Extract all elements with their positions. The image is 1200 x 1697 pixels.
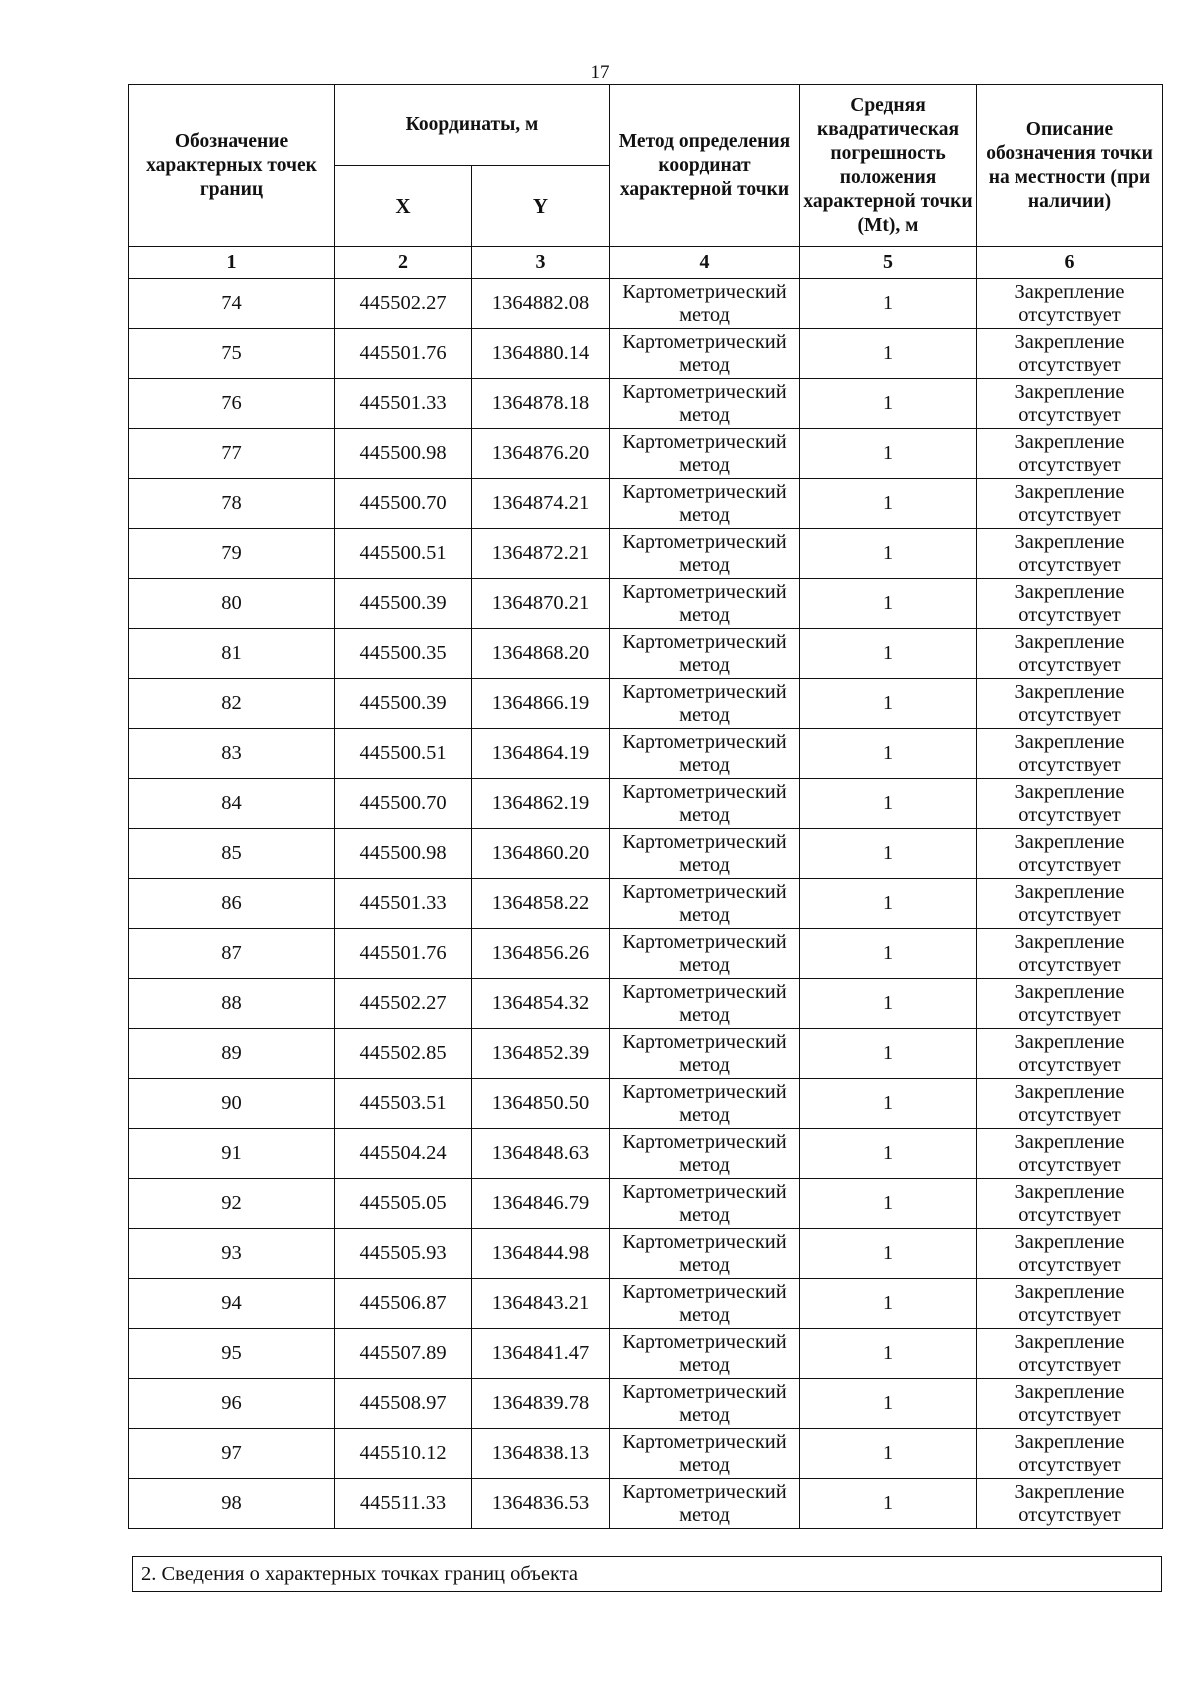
table-row [129,1079,1163,1129]
cell-point: 94 [129,1279,335,1329]
cell-mt: 1 [800,1129,977,1179]
table-row [129,1029,1163,1079]
table-row [129,1179,1163,1229]
table-row [129,879,1163,929]
page-number: 17 [590,62,610,83]
cell-mt: 1 [800,579,977,629]
cell-x: 445500.39 [335,679,472,729]
table-row [129,479,1163,529]
cell-mt: 1 [800,529,977,579]
table-row [129,379,1163,429]
cell-point: 98 [129,1479,335,1529]
cell-y: 1364882.08 [472,279,610,329]
cell-y: 1364862.19 [472,779,610,829]
table-row [129,279,1163,329]
cell-x: 445503.51 [335,1079,472,1129]
cell-method: Картометрический метод [610,1479,800,1529]
cell-mt: 1 [800,829,977,879]
cell-mt: 1 [800,379,977,429]
cell-point: 97 [129,1429,335,1479]
cell-method: Картометрический метод [610,429,800,479]
cell-y: 1364854.32 [472,979,610,1029]
table-body [129,279,1163,1529]
column-number: 1 [129,247,335,279]
cell-x: 445507.89 [335,1329,472,1379]
table-row [129,679,1163,729]
cell-y: 1364880.14 [472,329,610,379]
cell-y: 1364864.19 [472,729,610,779]
cell-x: 445501.33 [335,379,472,429]
cell-y: 1364878.18 [472,379,610,429]
cell-description: Закрепление отсутствует [977,479,1163,529]
cell-point: 95 [129,1329,335,1379]
cell-mt: 1 [800,1279,977,1329]
cell-description: Закрепление отсутствует [977,1029,1163,1079]
section-heading: 2. Сведения о характерных точках границ объекта [141,1563,579,1585]
cell-mt: 1 [800,1379,977,1429]
cell-method: Картометрический метод [610,879,800,929]
cell-y: 1364848.63 [472,1129,610,1179]
cell-point: 93 [129,1229,335,1279]
cell-x: 445502.27 [335,279,472,329]
cell-x: 445500.39 [335,579,472,629]
cell-method: Картометрический метод [610,779,800,829]
column-numbers-row [129,247,1163,279]
cell-method: Картометрический метод [610,379,800,429]
cell-point: 75 [129,329,335,379]
section-heading-box [132,1556,1162,1592]
cell-description: Закрепление отсутствует [977,329,1163,379]
cell-y: 1364870.21 [472,579,610,629]
cell-description: Закрепление отсутствует [977,929,1163,979]
header-description: Описание обозначения точки на местности (при наличии) [977,85,1163,247]
cell-mt: 1 [800,329,977,379]
table-row [129,1429,1163,1479]
cell-y: 1364836.53 [472,1479,610,1529]
cell-y: 1364843.21 [472,1279,610,1329]
cell-method: Картометрический метод [610,1329,800,1379]
cell-point: 74 [129,279,335,329]
cell-description: Закрепление отсутствует [977,679,1163,729]
cell-description: Закрепление отсутствует [977,1179,1163,1229]
cell-x: 445500.70 [335,779,472,829]
header-error: Средняя квадратическая погрешность положения характерной точки (Mt), м [800,85,977,247]
cell-mt: 1 [800,1479,977,1529]
cell-mt: 1 [800,879,977,929]
cell-point: 76 [129,379,335,429]
cell-y: 1364860.20 [472,829,610,879]
cell-description: Закрепление отсутствует [977,579,1163,629]
cell-point: 87 [129,929,335,979]
cell-method: Картометрический метод [610,329,800,379]
cell-point: 78 [129,479,335,529]
cell-mt: 1 [800,1429,977,1479]
cell-x: 445502.85 [335,1029,472,1079]
cell-point: 81 [129,629,335,679]
cell-description: Закрепление отсутствует [977,1279,1163,1329]
cell-y: 1364841.47 [472,1329,610,1379]
cell-method: Картометрический метод [610,929,800,979]
cell-x: 445506.87 [335,1279,472,1329]
cell-point: 88 [129,979,335,1029]
cell-description: Закрепление отсутствует [977,1129,1163,1179]
cell-y: 1364839.78 [472,1379,610,1429]
header-method: Метод определения координат характерной точки [610,85,800,247]
table-row [129,579,1163,629]
header-y: Y [472,166,610,247]
cell-method: Картометрический метод [610,1179,800,1229]
cell-x: 445505.05 [335,1179,472,1229]
cell-method: Картометрический метод [610,1029,800,1079]
cell-point: 79 [129,529,335,579]
cell-description: Закрепление отсутствует [977,629,1163,679]
cell-point: 77 [129,429,335,479]
cell-method: Картометрический метод [610,829,800,879]
cell-description: Закрепление отсутствует [977,1079,1163,1129]
cell-mt: 1 [800,679,977,729]
cell-method: Картометрический метод [610,479,800,529]
cell-mt: 1 [800,1079,977,1129]
table-row [129,1229,1163,1279]
column-number: 5 [800,247,977,279]
cell-y: 1364868.20 [472,629,610,679]
cell-method: Картометрический метод [610,1129,800,1179]
cell-description: Закрепление отсутствует [977,979,1163,1029]
cell-mt: 1 [800,729,977,779]
cell-x: 445505.93 [335,1229,472,1279]
table-row [129,629,1163,679]
cell-description: Закрепление отсутствует [977,729,1163,779]
cell-y: 1364876.20 [472,429,610,479]
cell-mt: 1 [800,929,977,979]
cell-x: 445508.97 [335,1379,472,1429]
cell-x: 445502.27 [335,979,472,1029]
cell-point: 83 [129,729,335,779]
cell-x: 445501.76 [335,329,472,379]
cell-description: Закрепление отсутствует [977,279,1163,329]
cell-point: 89 [129,1029,335,1079]
cell-y: 1364844.98 [472,1229,610,1279]
cell-mt: 1 [800,479,977,529]
cell-method: Картометрический метод [610,279,800,329]
cell-x: 445500.51 [335,729,472,779]
table-row [129,729,1163,779]
cell-method: Картометрический метод [610,1429,800,1479]
cell-y: 1364838.13 [472,1429,610,1479]
cell-mt: 1 [800,629,977,679]
cell-description: Закрепление отсутствует [977,829,1163,879]
table-row [129,1479,1163,1529]
cell-x: 445501.76 [335,929,472,979]
cell-method: Картометрический метод [610,729,800,779]
cell-y: 1364874.21 [472,479,610,529]
cell-mt: 1 [800,979,977,1029]
cell-x: 445501.33 [335,879,472,929]
boundary-points-table [128,84,1163,1529]
cell-description: Закрепление отсутствует [977,1479,1163,1529]
cell-point: 82 [129,679,335,729]
cell-mt: 1 [800,779,977,829]
cell-y: 1364856.26 [472,929,610,979]
cell-description: Закрепление отсутствует [977,1229,1163,1279]
cell-point: 85 [129,829,335,879]
cell-method: Картометрический метод [610,529,800,579]
cell-point: 96 [129,1379,335,1429]
cell-point: 92 [129,1179,335,1229]
column-number: 3 [472,247,610,279]
cell-y: 1364850.50 [472,1079,610,1129]
cell-y: 1364858.22 [472,879,610,929]
cell-mt: 1 [800,429,977,479]
cell-x: 445500.98 [335,829,472,879]
cell-method: Картометрический метод [610,979,800,1029]
cell-mt: 1 [800,279,977,329]
table-row [129,329,1163,379]
cell-y: 1364846.79 [472,1179,610,1229]
cell-mt: 1 [800,1229,977,1279]
cell-mt: 1 [800,1329,977,1379]
table-row [129,829,1163,879]
cell-description: Закрепление отсутствует [977,1329,1163,1379]
table-row [129,779,1163,829]
cell-x: 445510.12 [335,1429,472,1479]
cell-x: 445500.98 [335,429,472,479]
cell-method: Картометрический метод [610,629,800,679]
cell-point: 90 [129,1079,335,1129]
cell-x: 445500.70 [335,479,472,529]
cell-method: Картометрический метод [610,1279,800,1329]
cell-mt: 1 [800,1179,977,1229]
cell-description: Закрепление отсутствует [977,379,1163,429]
cell-description: Закрепление отсутствует [977,779,1163,829]
cell-x: 445511.33 [335,1479,472,1529]
cell-description: Закрепление отсутствует [977,1379,1163,1429]
cell-method: Картометрический метод [610,1379,800,1429]
header-coordinates: Координаты, м [335,85,610,166]
cell-y: 1364852.39 [472,1029,610,1079]
cell-method: Картометрический метод [610,579,800,629]
cell-description: Закрепление отсутствует [977,1429,1163,1479]
cell-mt: 1 [800,1029,977,1079]
table-row [129,929,1163,979]
cell-method: Картометрический метод [610,1229,800,1279]
column-number: 6 [977,247,1163,279]
cell-x: 445500.51 [335,529,472,579]
cell-point: 84 [129,779,335,829]
column-number: 4 [610,247,800,279]
cell-description: Закрепление отсутствует [977,429,1163,479]
table-row [129,979,1163,1029]
header-designation: Обозначение характерных точек границ [129,85,335,247]
table-row [129,1129,1163,1179]
header-x: X [335,166,472,247]
cell-x: 445500.35 [335,629,472,679]
table-row [129,429,1163,479]
cell-method: Картометрический метод [610,1079,800,1129]
column-number: 2 [335,247,472,279]
cell-point: 91 [129,1129,335,1179]
cell-x: 445504.24 [335,1129,472,1179]
table-row [129,1279,1163,1329]
cell-point: 80 [129,579,335,629]
cell-y: 1364866.19 [472,679,610,729]
table-row [129,1379,1163,1429]
cell-description: Закрепление отсутствует [977,529,1163,579]
cell-point: 86 [129,879,335,929]
table-row [129,529,1163,579]
table-row [129,1329,1163,1379]
cell-description: Закрепление отсутствует [977,879,1163,929]
cell-method: Картометрический метод [610,679,800,729]
cell-y: 1364872.21 [472,529,610,579]
